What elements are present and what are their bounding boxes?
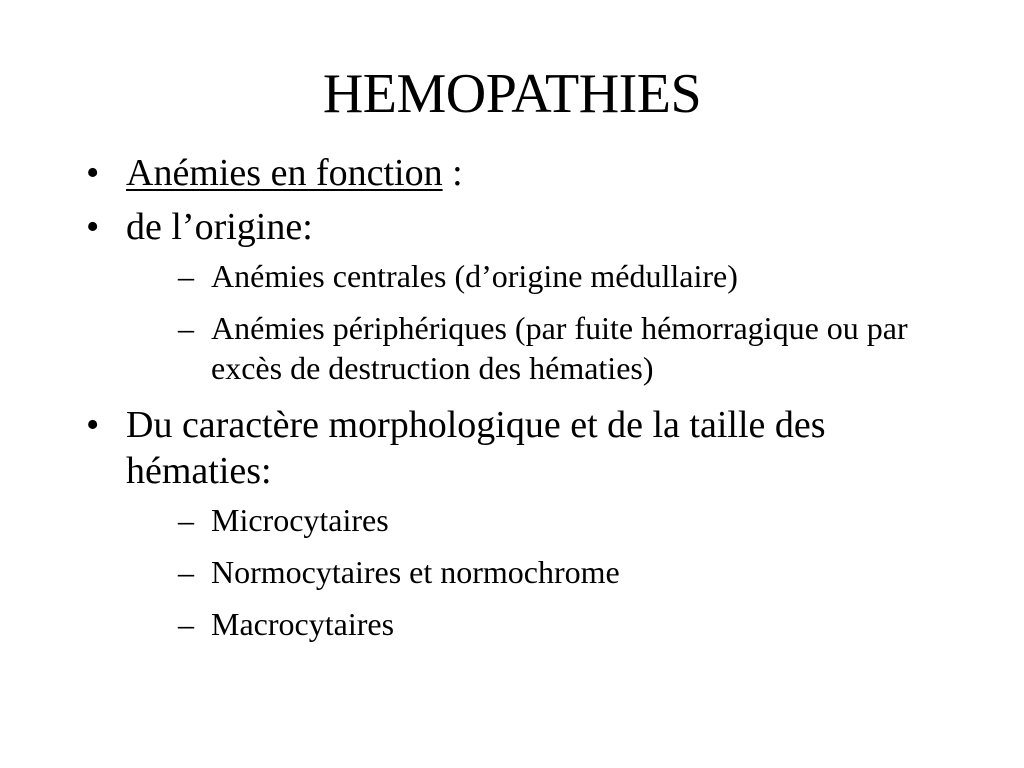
- sub-bullet-text: Macrocytaires: [211, 606, 395, 642]
- sub-bullet-macrocytaires: [126, 604, 966, 644]
- sub-bullet-marker: –: [178, 502, 194, 538]
- sub-list-morphologie: [126, 500, 966, 644]
- bullet-text: de l’origine:: [126, 206, 313, 248]
- sub-bullet-anemies-centrales: [126, 256, 966, 296]
- slide-title: HEMOPATHIES: [322, 63, 702, 125]
- bullet-caractere-morphologique: [86, 402, 966, 644]
- sub-bullet-text: Anémies périphériques (par fuite hémorragique ou par excès de destruction des hématies): [211, 310, 908, 386]
- sub-bullet-text: Microcytaires: [211, 502, 389, 538]
- bullet-origine: [86, 204, 966, 388]
- sub-list-origine: [126, 256, 966, 388]
- bullet-marker: •: [86, 206, 100, 248]
- sub-bullet-microcytaires: [126, 500, 966, 540]
- bullet-anemies-en-fonction: [86, 150, 966, 196]
- slide-body: [86, 150, 966, 658]
- bullet-marker: •: [86, 404, 100, 446]
- sub-bullet-normocytaires: [126, 552, 966, 592]
- sub-bullet-text: Anémies centrales (d’origine médullaire): [211, 258, 738, 294]
- sub-bullet-anemies-peripheriques: [126, 308, 966, 388]
- bullet-marker: •: [86, 152, 100, 194]
- bullet-text: Du caractère morphologique et de la taille des hématies:: [126, 404, 826, 492]
- sub-bullet-marker: –: [178, 554, 194, 590]
- underlined-heading: Anémies en fonction: [126, 152, 443, 194]
- sub-bullet-marker: –: [178, 606, 194, 642]
- sub-bullet-marker: –: [178, 310, 194, 346]
- sub-bullet-text: Normocytaires et normochrome: [211, 554, 620, 590]
- bullet-suffix: :: [442, 152, 463, 194]
- sub-bullet-marker: –: [178, 258, 194, 294]
